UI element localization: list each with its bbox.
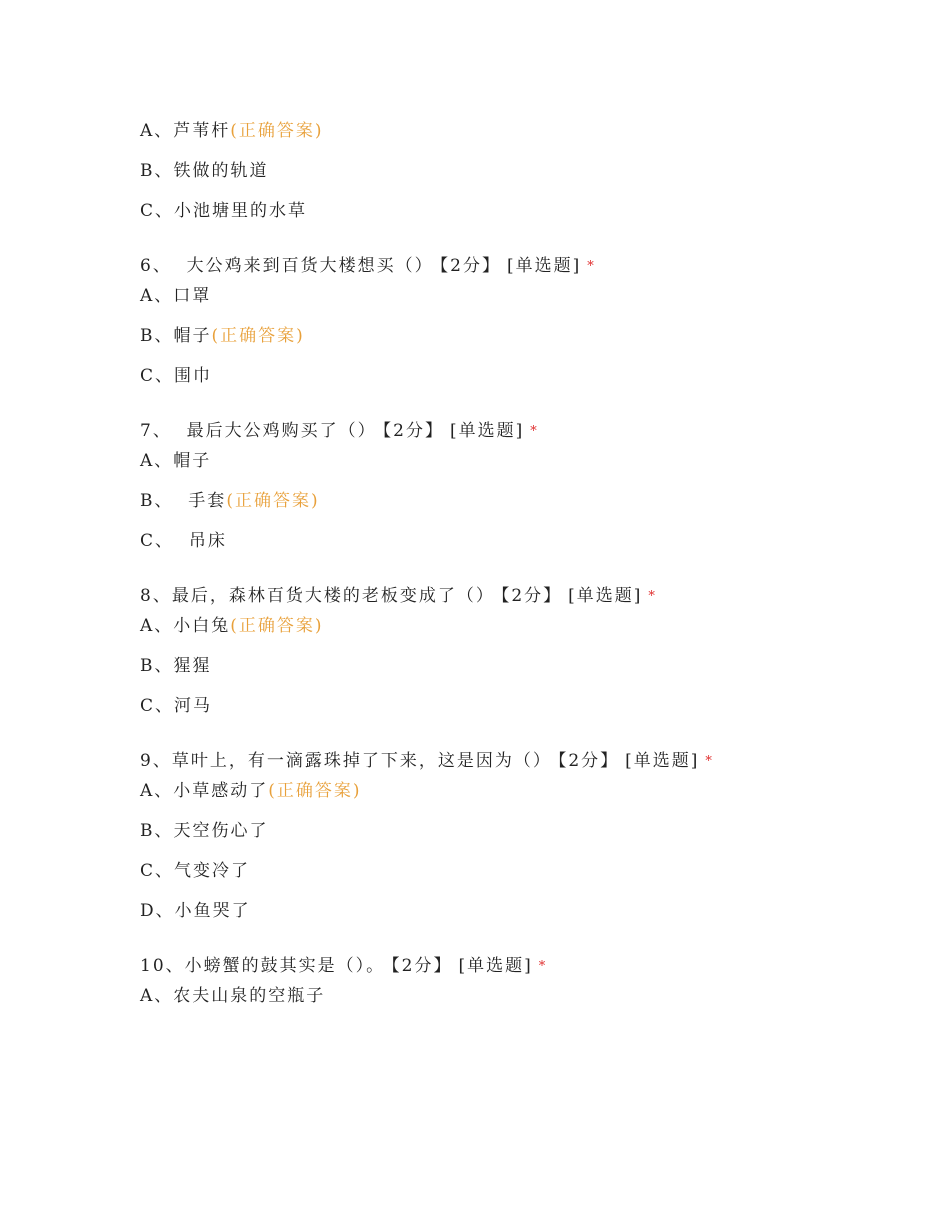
option-text: B、猩猩 <box>140 656 212 676</box>
question-line <box>140 255 900 277</box>
correct-answer-label: (正确答案) <box>226 491 320 511</box>
question-text: 7、 最后大公鸡购买了（） <box>140 421 377 441</box>
correct-answer-label: (正确答案) <box>211 326 305 346</box>
question-score: 【2分】 <box>557 751 620 771</box>
option-item <box>140 530 900 552</box>
correct-answer-label: (正确答案) <box>268 781 362 801</box>
option-text: A、小草感动了 <box>140 781 269 801</box>
option-item <box>140 695 900 717</box>
option-item <box>140 120 900 142</box>
option-item <box>140 490 900 512</box>
question-text: 6、 大公鸡来到百货大楼想买（） <box>140 256 434 276</box>
question-block <box>140 585 900 717</box>
question-line <box>140 585 900 607</box>
option-item <box>140 780 900 802</box>
correct-answer-label: (正确答案) <box>230 616 324 636</box>
option-item <box>140 985 900 1007</box>
option-text: B、 手套 <box>140 491 227 511</box>
quiz-page <box>140 120 900 1040</box>
question-score: 【2分】 <box>382 421 444 441</box>
question-block <box>140 255 900 387</box>
required-mark: * <box>538 959 548 974</box>
question-type: [单选题] <box>568 586 643 606</box>
option-item <box>140 655 900 677</box>
option-text: C、小池塘里的水草 <box>140 201 308 221</box>
required-mark: * <box>530 424 539 439</box>
option-text: C、围巾 <box>140 366 213 386</box>
option-text: C、气变冷了 <box>140 861 251 881</box>
option-text: A、农夫山泉的空瓶子 <box>140 986 326 1006</box>
question-type: [单选题] <box>449 421 525 441</box>
question-type: [单选题] <box>625 751 700 771</box>
question-text: 10、小螃蟹的鼓其实是（）。 <box>140 956 386 976</box>
question-line <box>140 750 900 772</box>
correct-answer-label: (正确答案) <box>230 121 324 141</box>
question-text: 8、最后，森林百货大楼的老板变成了（） <box>140 586 495 606</box>
required-mark: * <box>705 754 714 769</box>
question-type: [单选题] <box>506 256 582 276</box>
question-block <box>140 750 900 922</box>
option-text: A、芦苇杆 <box>140 121 231 141</box>
question-line <box>140 420 900 442</box>
question-text: 9、草叶上，有一滴露珠掉了下来，这是因为（） <box>140 751 552 771</box>
option-text: A、口罩 <box>140 286 212 306</box>
option-item <box>140 285 900 307</box>
option-item <box>140 615 900 637</box>
question-block <box>140 420 900 552</box>
option-text: C、河马 <box>140 696 213 716</box>
option-text: A、帽子 <box>140 451 212 471</box>
question-type: [单选题] <box>458 956 533 976</box>
option-item <box>140 450 900 472</box>
option-item <box>140 860 900 882</box>
option-text: B、铁做的轨道 <box>140 161 269 181</box>
option-text: B、帽子 <box>140 326 212 346</box>
question-score: 【2分】 <box>500 586 563 606</box>
option-item <box>140 325 900 347</box>
option-item <box>140 160 900 182</box>
option-text: D、小鱼哭了 <box>140 901 251 921</box>
option-item <box>140 365 900 387</box>
required-mark: * <box>648 589 657 604</box>
question-line <box>140 955 900 977</box>
question-score: 【2分】 <box>391 956 453 976</box>
option-item <box>140 820 900 842</box>
option-item <box>140 900 900 922</box>
option-text: B、天空伤心了 <box>140 821 269 841</box>
question-score: 【2分】 <box>439 256 501 276</box>
required-mark: * <box>587 259 596 274</box>
option-item <box>140 200 900 222</box>
option-text: A、小白兔 <box>140 616 231 636</box>
question-block <box>140 120 900 222</box>
question-block <box>140 955 900 1007</box>
option-text: C、 吊床 <box>140 531 227 551</box>
